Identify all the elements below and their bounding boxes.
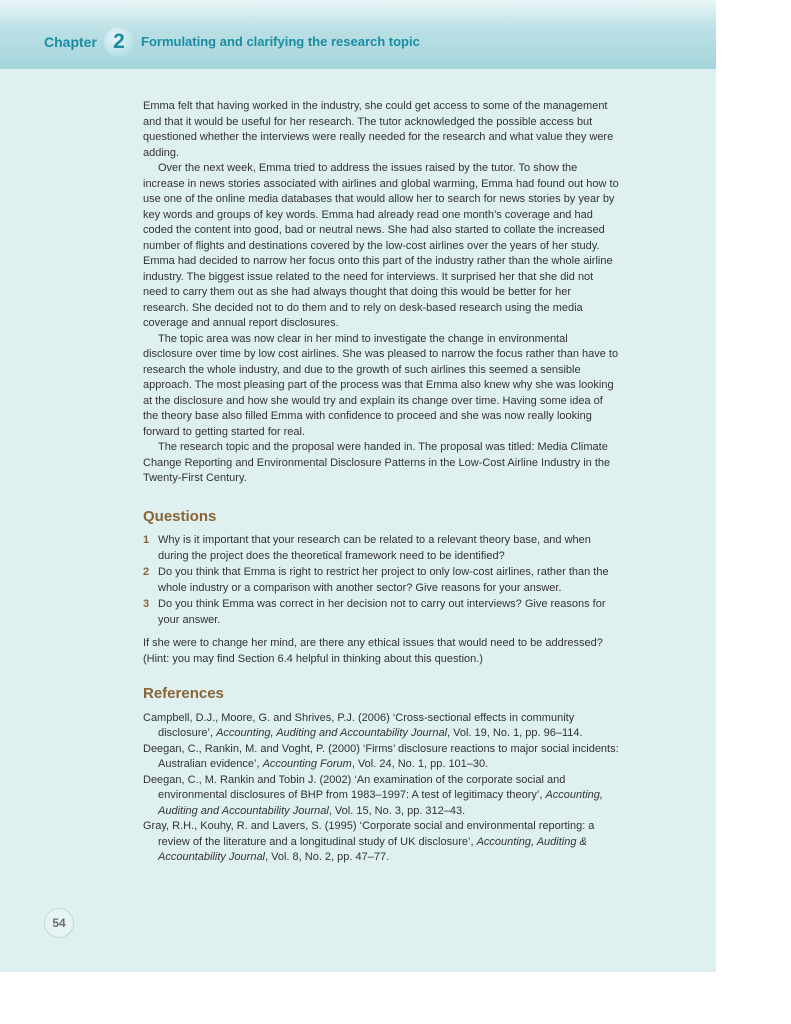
chapter-number-badge: 2 — [104, 27, 134, 57]
question-number: 2 — [143, 566, 150, 578]
question-followup: If she were to change her mind, are there any ethical issues that would need to be addressed? (Hint: you may find Section 6.4 helpful in thinking about this question.) — [143, 637, 603, 665]
reference-journal: Accounting, Auditing and Accountability Journal — [216, 727, 448, 739]
question-text: Do you think Emma was correct in her decision not to carry out interviews? Give reasons for your answer. — [158, 598, 606, 626]
reference-citation: Campbell, D.J., Moore, G. and Shrives, P.J. (2006) ‘Cross-sectional effects in community disclosure’, — [143, 711, 575, 739]
page-number-badge: 54 — [44, 908, 74, 938]
reference-citation: Deegan, C., Rankin, M. and Voght, P. (2000) ‘Firms’ disclosure reactions to major social incidents: Australian evidence’, — [143, 742, 619, 770]
reference-details: , Vol. 19, No. 1, pp. 96–114. — [447, 727, 583, 739]
reference-journal: Accounting Forum — [262, 758, 352, 770]
body-paragraph-4: The research topic and the proposal were handed in. The proposal was titled: Media Climate Change Reporting and Environmental Disclosure Patterns in the Low-Cost Airline Industry in the Twenty-First Century. — [143, 441, 611, 484]
body-paragraph-3: The topic area was now clear in her mind to investigate the change in environmental disclosure over time by low cost airlines. She was pleased to narrow the focus rather than have to research the whole industry, and due to the growth of such airlines this seemed a sensible approach. The most pleasing part of the process was that Emma also knew why she was looking at the disclosure and how she would try and explain its change over time. Having some idea of the theory base also filled Emma with confidence to proceed and she was now really looking forward to getting started for real. — [143, 332, 619, 438]
question-number: 1 — [143, 534, 150, 546]
chapter-label: Chapter — [44, 34, 97, 50]
references-list — [143, 711, 619, 866]
reference-details: , Vol. 15, No. 3, pp. 312–43. — [328, 804, 466, 817]
question-item-1 — [143, 533, 619, 564]
reference-entry-2 — [143, 742, 619, 773]
reference-details: , Vol. 8, No. 2, pp. 47–77. — [265, 851, 390, 863]
reference-journal: Accounting, Auditing and Accountability Journal — [158, 789, 603, 817]
reference-entry-1 — [143, 711, 619, 742]
body-paragraph-2: Over the next week, Emma tried to address the issues raised by the tutor. To show the increase in news stories associated with airlines and global warming, Emma had found out how to use one of the online media databases that would allow her to search for news stories by year by key words and groups of key words. Emma had already read one month’s coverage and had coded the content into good, bad or neutral news. She had also started to collate the increased number of flights and destinations covered by the low-cost airlines over the years of her study. Emma had decided to narrow her focus onto this part of the industry rather than the whole airline industry. The biggest issue related to the need for interviews. It surprised her that she did not need to carry them out as she had always thought that doing this would be better for her research. She decided not to do them and to rely on desk-based research using the media coverage and annual report disclosures. — [143, 162, 619, 329]
question-text: Why is it important that your research can be related to a relevant theory base, and when during the project does the theoretical framework need to be identified? — [158, 534, 591, 562]
questions-list — [143, 533, 619, 628]
chapter-title: Formulating and clarifying the research topic — [141, 34, 420, 49]
references-heading: References — [143, 685, 224, 702]
reference-journal: Accounting, Auditing & Accountability Journal — [158, 835, 587, 863]
page-content — [143, 99, 619, 866]
questions-heading: Questions — [143, 507, 217, 525]
chapter-header — [0, 0, 716, 69]
reference-citation: Gray, R.H., Kouhy, R. and Lavers, S. (1995) ‘Corporate social and environmental reporting: a review of the literature and a longitudinal study of UK disclosure’, — [143, 820, 595, 848]
reference-details: , Vol. 24, No. 1, pp. 101–30. — [351, 758, 489, 770]
reference-citation: Deegan, C., M. Rankin and Tobin J. (2002) ‘An examination of the corporate social and environmental disclosures of BHP from 1983–1997: A test of legitimacy theory’, — [143, 773, 566, 801]
question-item-3 — [143, 597, 619, 628]
body-paragraph-1: Emma felt that having worked in the industry, she could get access to some of the management and that it would be useful for her research. The tutor acknowledged the possible access but questioned whether the interviews were really needed for the research and what value they were adding. — [143, 100, 614, 159]
question-text: Do you think that Emma is right to restrict her project to only low-cost airlines, rather than the whole industry or a comparison with another sector? Give reasons for your answer. — [158, 566, 609, 594]
reference-entry-4 — [143, 819, 619, 866]
reference-entry-3 — [143, 773, 619, 820]
question-number: 3 — [143, 598, 150, 610]
question-item-2 — [143, 565, 619, 596]
